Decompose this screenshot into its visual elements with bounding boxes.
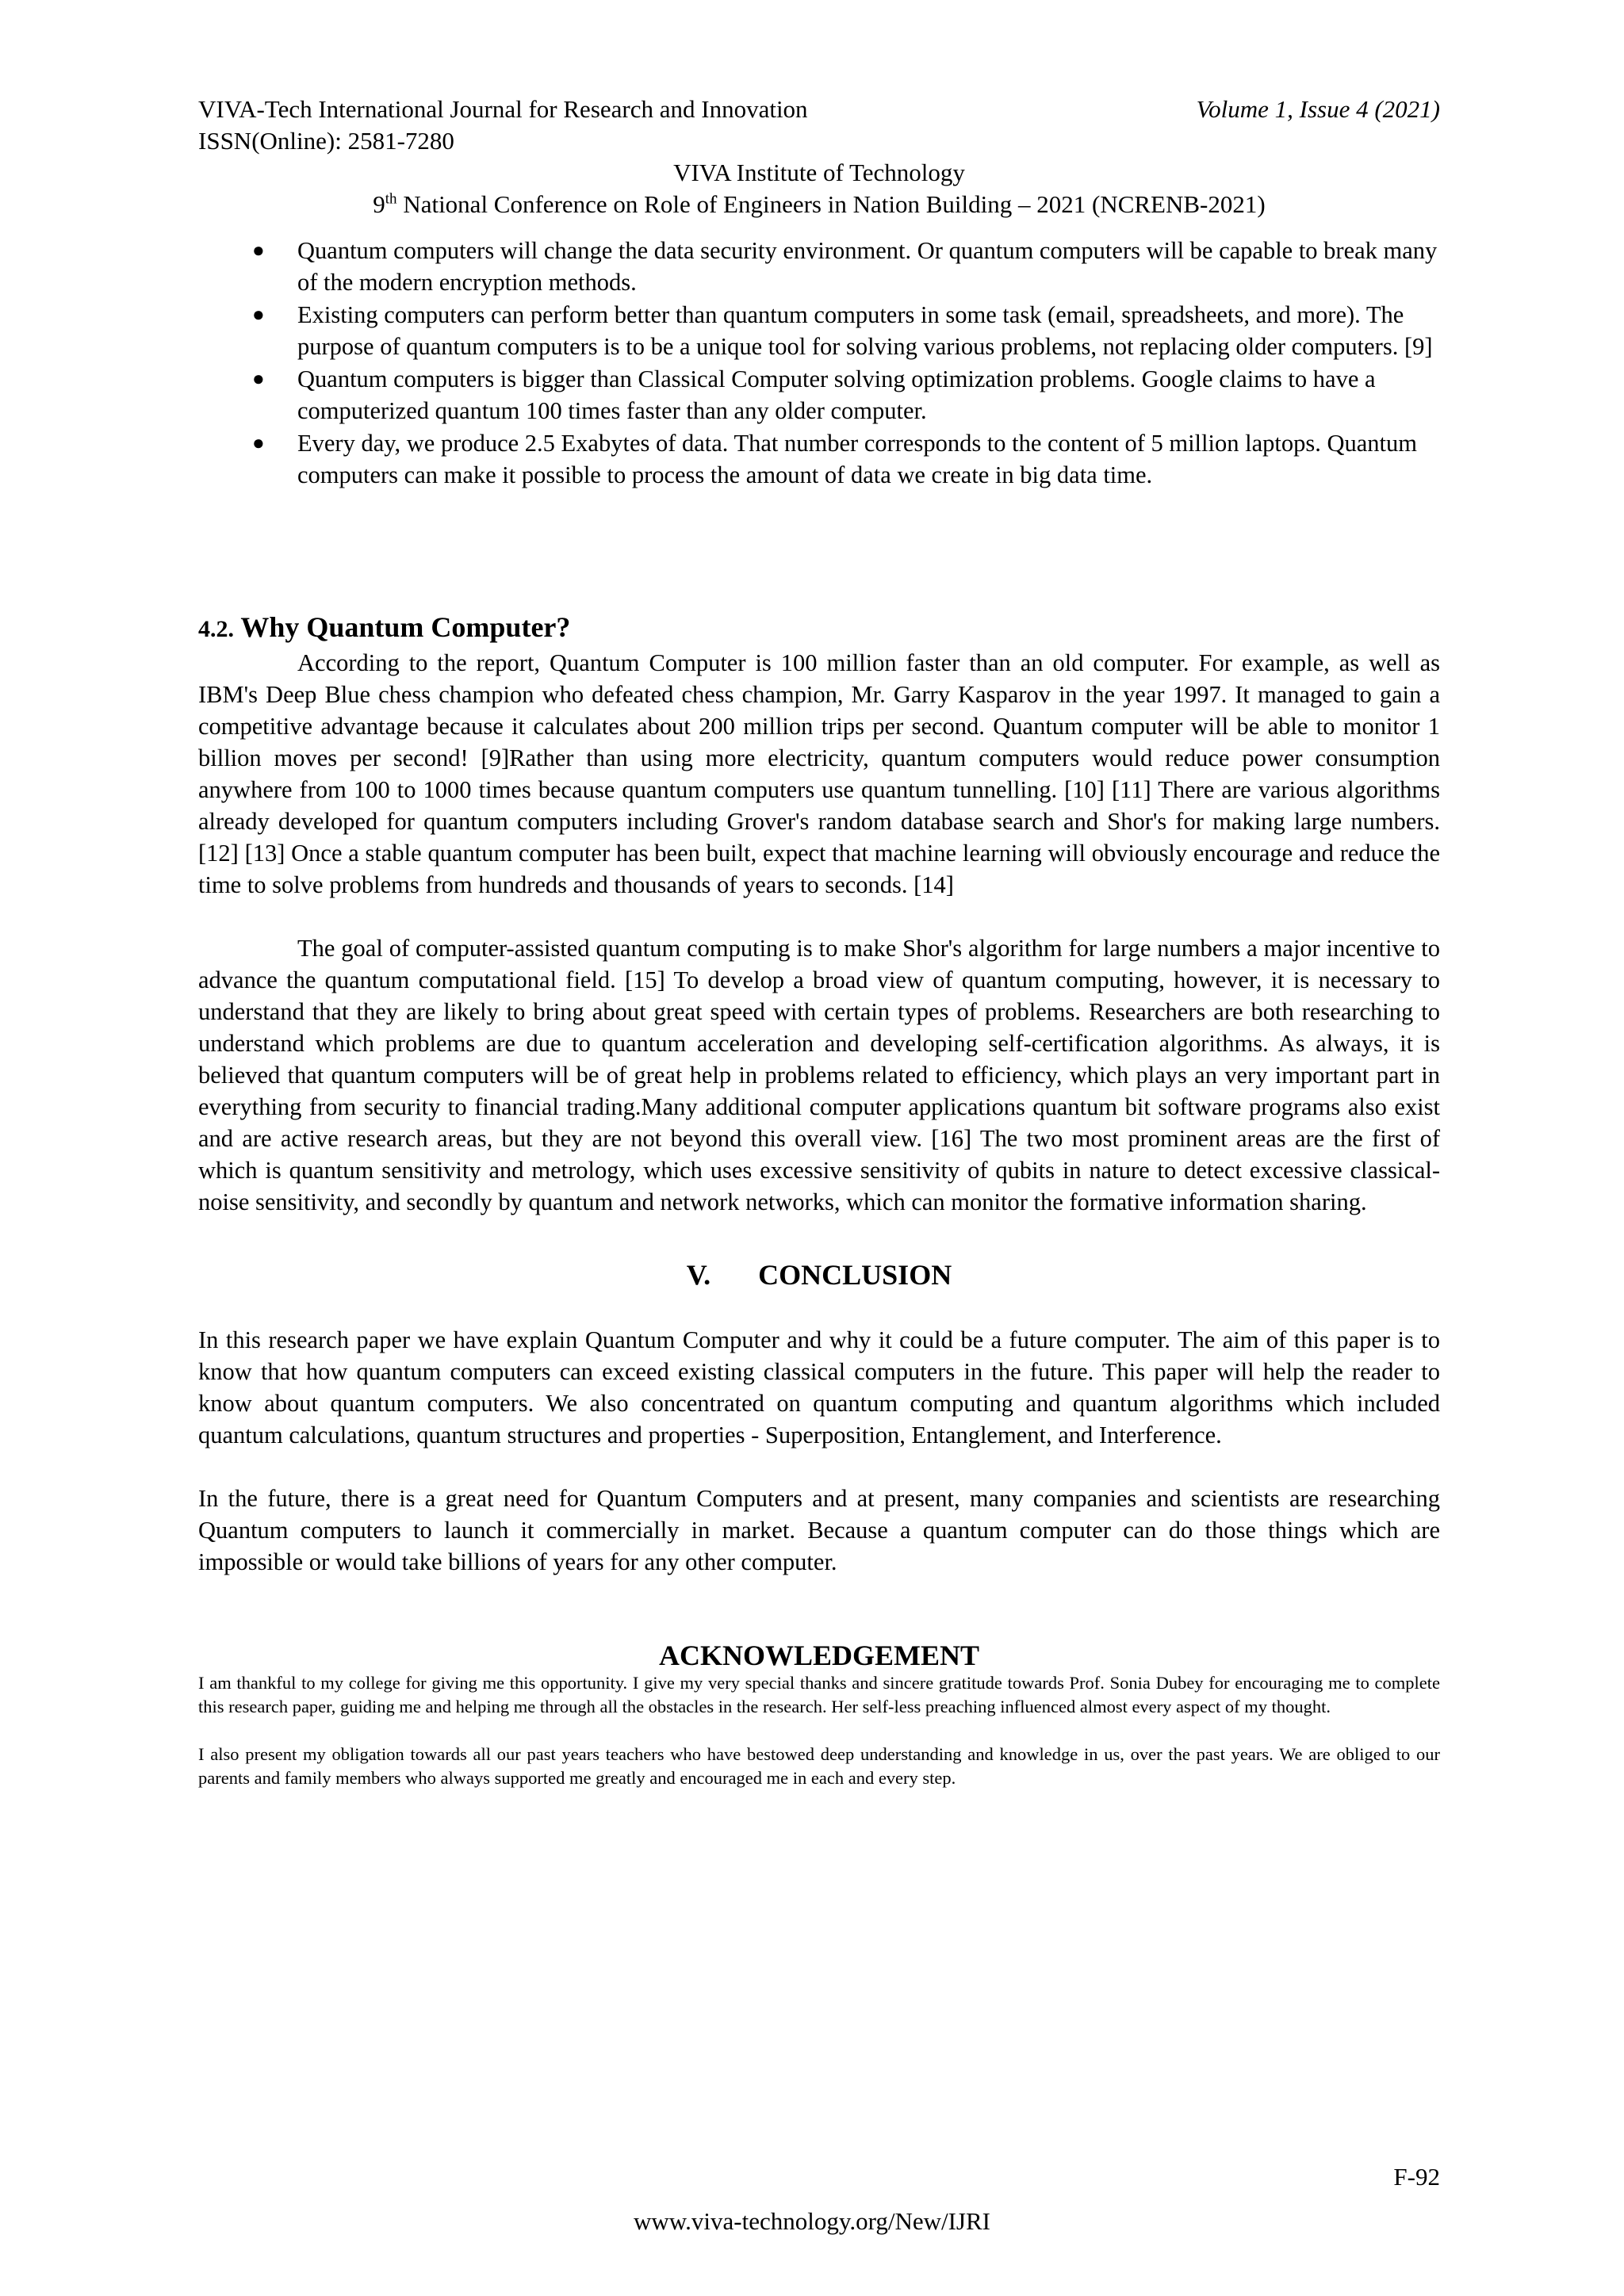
bullet-item bbox=[198, 299, 1440, 362]
section-title: CONCLUSION bbox=[758, 1259, 952, 1291]
body-paragraph: According to the report, Quantum Computer is 100 million faster than an old computer. For example, as well as IBM's Deep Blue chess champion who defeated chess champion, Mr. Garry Kasparov in the year 1997. It managed to gain a competitive advantage because it calculates about 200 million trips per second. Quantum computer will be able to monitor 1 billion moves per second! [9]Rather than using more electricity, quantum computers would reduce power consumption anywhere from 100 to 1000 times because quantum computers use quantum tunnelling. [10] [11] There are various algorithms already developed for quantum computers including Grover's random database search and Shor's for making large numbers. [12] [13] Once a stable quantum computer has been built, expect that machine learning will obviously encourage and reduce the time to solve problems from hundreds and thousands of years to seconds. [14] bbox=[198, 649, 1440, 898]
bullet-icon: ● bbox=[252, 431, 265, 454]
bullet-icon: ● bbox=[252, 367, 265, 390]
journal-name: VIVA-Tech International Journal for Research and Innovation bbox=[198, 95, 808, 123]
acknowledgement-paragraph: I am thankful to my college for giving me this opportunity. I give my very special thanks and sincere gratitude towards Prof. Sonia Dubey for encouraging me to complete this research paper, guiding me and helping me through all the obstacles in the research. Her self-less preaching influenced almost every aspect of my thought. bbox=[198, 1673, 1440, 1716]
page-number: F-92 bbox=[1393, 2163, 1440, 2191]
bullet-item bbox=[198, 235, 1440, 298]
bullet-text: Existing computers can perform better than quantum computers in some task (email, spreadsheets, and more). The purpose of quantum computers is to be a unique tool for solving various problems, not replacing older computers. [9] bbox=[297, 301, 1433, 360]
bullet-text: Quantum computers will change the data security environment. Or quantum computers will be capable to break many of the modern encryption methods. bbox=[297, 237, 1438, 296]
section-heading-4-2 bbox=[198, 610, 1440, 647]
paper-page bbox=[198, 94, 1440, 1790]
conclusion-heading bbox=[198, 1257, 1440, 1292]
conference-ordinal: th bbox=[385, 190, 397, 208]
running-header bbox=[198, 94, 1440, 125]
section-title: Why Quantum Computer? bbox=[240, 611, 571, 643]
issn: ISSN(Online): 2581-7280 bbox=[198, 127, 454, 155]
institute-name: VIVA Institute of Technology bbox=[673, 159, 965, 186]
bullet-list bbox=[198, 235, 1440, 491]
bullet-text: Every day, we produce 2.5 Exabytes of data. That number corresponds to the content of 5 million laptops. Quantum computers can make it possible to process the amount of data we create in big data time. bbox=[297, 430, 1417, 488]
conclusion-paragraph: In the future, there is a great need for Quantum Computers and at present, many companies and scientists are researching Quantum computers to launch it commercially in market. Because a quantum computer can do those things which are impossible or would take billions of years for any other computer. bbox=[198, 1485, 1440, 1575]
volume-issue: Volume 1, Issue 4 (2021) bbox=[1196, 95, 1440, 123]
bullet-text: Quantum computers is bigger than Classical Computer solving optimization problems. Google claims to have a computerized quantum 100 times faster than any older computer. bbox=[297, 365, 1376, 424]
conference-title: National Conference on Role of Engineers in Nation Building – 2021 (NCRENB-2021) bbox=[396, 190, 1266, 218]
bullet-icon: ● bbox=[252, 303, 265, 326]
bullet-item bbox=[198, 363, 1440, 427]
conclusion-paragraph: In this research paper we have explain Quantum Computer and why it could be a future computer. The aim of this paper is to know that how quantum computers can exceed existing classical computers in the future. This paper will help the reader to know about quantum computers. We also concentrated on quantum computing and quantum algorithms which included quantum calculations, quantum structures and properties - Superposition, Entanglement, and Interference. bbox=[198, 1326, 1440, 1448]
acknowledgement-paragraph: I also present my obligation towards all our past years teachers who have bestowed deep understanding and knowledge in us, over the past years. We are obliged to our parents and family members who always supported me greatly and encouraged me in each and every step. bbox=[198, 1744, 1440, 1788]
footer-url: www.viva-technology.org/New/IJRI bbox=[634, 2207, 990, 2235]
section-number: 4.2. bbox=[198, 616, 234, 642]
body-paragraph: The goal of computer-assisted quantum computing is to make Shor's algorithm for large numbers a major incentive to advance the quantum computational field. [15] To develop a broad view of quantum computing, however, it is necessary to understand that they are likely to bring about great speed with certain types of problems. Researchers are both researching to understand which problems are due to quantum acceleration and developing self-certification algorithms. As always, it is believed that quantum computers will be of great help in problems related to efficiency, which plays an very important part in everything from security to financial trading.Many additional computer applications quantum bit software programs also exist and are active research areas, but they are not beyond this overall view. [16] The two most prominent areas are the first of which is quantum sensitivity and metrology, which uses excessive sensitivity of qubits in nature to detect excessive classical-noise sensitivity, and secondly by quantum and network networks, which can monitor the formative information sharing. bbox=[198, 935, 1440, 1215]
conference-name bbox=[198, 189, 1440, 220]
bullet-item bbox=[198, 427, 1440, 491]
conference-number: 9 bbox=[373, 190, 385, 218]
section-roman-numeral: V. bbox=[686, 1259, 711, 1291]
bullet-icon: ● bbox=[252, 239, 265, 262]
acknowledgement-heading: ACKNOWLEDGEMENT bbox=[658, 1640, 980, 1671]
